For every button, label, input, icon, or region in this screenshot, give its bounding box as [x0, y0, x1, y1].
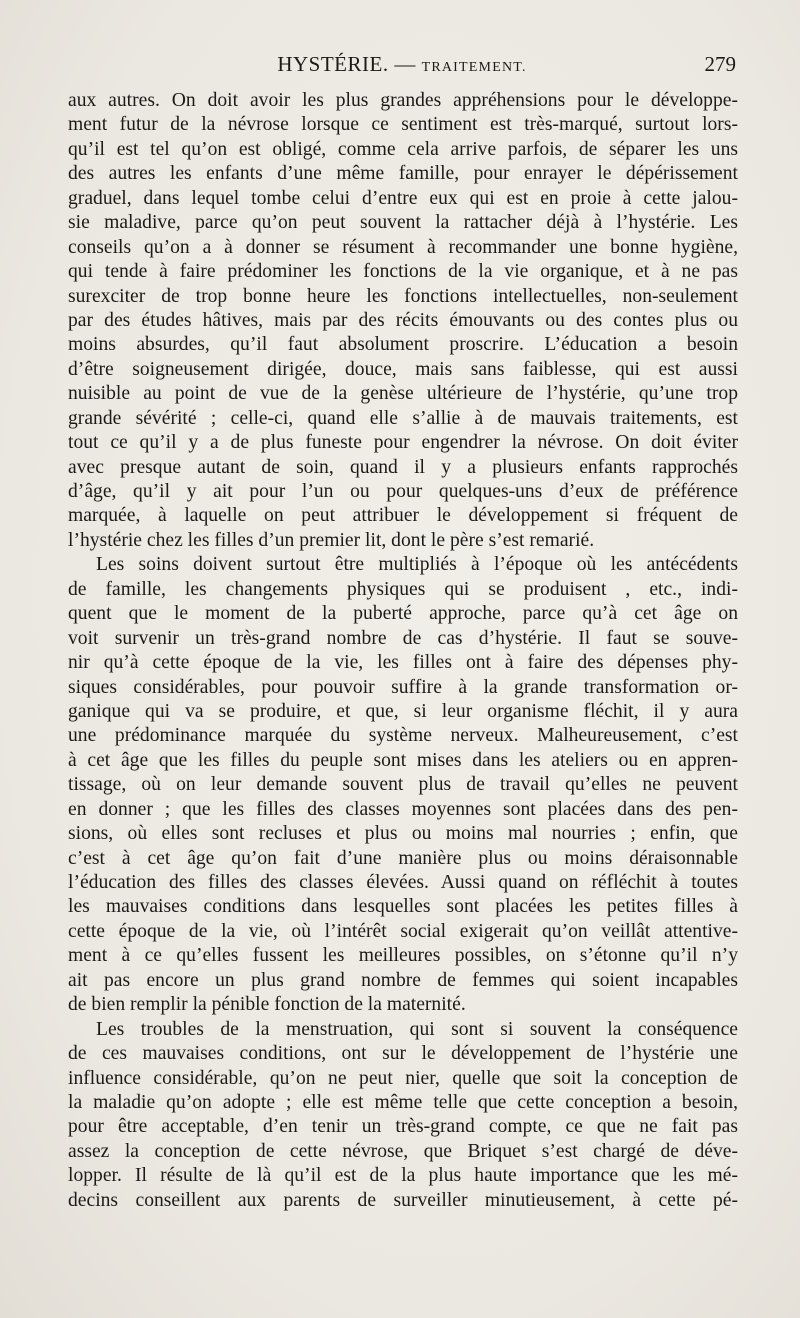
running-title-main: HYSTÉRIE. — [277, 52, 416, 76]
text-line: une prédominance marquée du système nerveux. Malheureusement, c’est [68, 725, 738, 747]
text-line: marquée, à laquelle on peut attribuer le développement si fréquent de [68, 505, 738, 527]
text-line: aux autres. On doit avoir les plus grandes appréhensions pour le développe- [68, 90, 738, 111]
text-line: quent que le moment de la puberté approche, parce qu’à cet âge on [68, 603, 738, 625]
paragraph [68, 89, 738, 553]
text-line: grande sévérité ; celle-ci, quand elle s’allie à de mauvais traitements, est [68, 407, 738, 429]
text-line: tout ce qu’il y a de plus funeste pour engendrer la névrose. On doit éviter [68, 432, 738, 454]
text-line: ganique qui va se produire, et que, si leur organisme fléchit, il y aura [68, 700, 738, 722]
text-line: des autres les enfants d’une même famille, pour enrayer le dépérissement [68, 163, 738, 185]
text-line: ment futur de la névrose lorsque ce sentiment est très-marqué, surtout lors- [68, 114, 738, 136]
text-line: l’hystérie chez les filles d’un premier lit, dont le père s’est remarié. [68, 529, 595, 551]
text-line: pour être acceptable, d’en tenir un très-grand compte, ce que ne fait pas [68, 1116, 738, 1138]
text-line: à cet âge que les filles du peuple sont mises dans les ateliers ou en appren- [68, 749, 738, 771]
text-line: influence considérable, qu’on ne peut nier, quelle que soit la conception de [68, 1067, 738, 1089]
text-line: decins conseillent aux parents de surveiller minutieusement, à cette pé- [68, 1189, 738, 1211]
text-line: moins absurdes, qu’il faut absolument proscrire. L’éducation a besoin [68, 334, 738, 356]
text-line: lopper. Il résulte de là qu’il est de la plus haute importance que les mé- [68, 1165, 738, 1187]
paragraph [68, 1018, 738, 1214]
running-title [68, 52, 736, 77]
running-head [68, 52, 736, 82]
text-line: qui tende à faire prédominer les fonctions de la vie organique, et à ne pas [68, 261, 738, 283]
text-line: par des études hâtives, mais par des récits émouvants ou des contes plus ou [68, 309, 738, 331]
text-line: assez la conception de cette névrose, que Briquet s’est chargé de déve- [68, 1140, 738, 1162]
text-line: d’âge, qu’il y ait pour l’un ou pour quelques-uns d’eux de préférence [68, 481, 738, 502]
text-line: Les soins doivent surtout être multipliés à l’époque où les antécédents [96, 554, 738, 576]
page-number: 279 [704, 52, 736, 76]
text-line: qu’il est tel qu’on est obligé, comme cela arrive parfois, de séparer les uns [68, 138, 738, 160]
text-line: avec presque autant de soin, quand il y a plusieurs enfants rapprochés [68, 456, 738, 478]
text-line: de ces mauvaises conditions, ont sur le développement de l’hystérie une [68, 1043, 738, 1065]
paragraph [68, 553, 738, 1017]
text-line: voit survenir un très-grand nombre de cas d’hystérie. Il faut se souve- [68, 627, 738, 649]
text-line: sions, où elles sont recluses et plus ou moins mal nourries ; enfin, que [68, 823, 738, 845]
text-line: la maladie qu’on adopte ; elle est même telle que cette conception a besoin, [68, 1091, 738, 1113]
text-line: nuisible au point de vue de la genèse ultérieure de l’hystérie, qu’une trop [68, 383, 738, 405]
text-line: en donner ; que les filles des classes moyennes sont placées dans des pen- [68, 798, 738, 820]
running-title-sub: TRAITEMENT. [421, 60, 527, 75]
text-line: ait pas encore un plus grand nombre de femmes qui soient incapables [68, 969, 738, 991]
text-line: ment à ce qu’elles fussent les meilleures possibles, on s’étonne qu’il n’y [68, 945, 738, 967]
text-line: conseils qu’on a à donner se résument à recommander une bonne hygiène, [68, 236, 738, 258]
text-line: cette époque de la vie, où l’intérêt social exigerait qu’on veillât attentive- [68, 920, 738, 942]
text-line: nir qu’à cette époque de la vie, les filles ont à faire des dépenses phy- [68, 652, 738, 674]
text-line: les mauvaises conditions dans lesquelles sont placées les petites filles à [68, 896, 738, 918]
text-line: Les troubles de la menstruation, qui sont si souvent la conséquence [96, 1018, 738, 1040]
body-text [68, 89, 738, 1213]
text-line: sie maladive, parce qu’on peut souvent la rattacher déjà à l’hystérie. Les [68, 212, 738, 234]
text-line: siques considérables, pour pouvoir suffire à la grande transformation or- [68, 676, 738, 698]
text-line: surexciter de trop bonne heure les fonctions intellectuelles, non-seulement [68, 285, 738, 307]
text-line: l’éducation des filles des classes élevées. Aussi quand on réfléchit à toutes [68, 872, 738, 893]
text-line: tissage, où on leur demande souvent plus de travail qu’elles ne peuvent [68, 774, 738, 796]
text-line: de famille, les changements physiques qui se produisent , etc., indi- [68, 578, 738, 600]
text-line: c’est à cet âge qu’on fait d’une manière plus ou moins déraisonnable [68, 847, 738, 869]
text-line: graduel, dans lequel tombe celui d’entre eux qui est en proie à cette jalou- [68, 187, 738, 209]
text-line: de bien remplir la pénible fonction de la maternité. [68, 994, 466, 1016]
text-line: d’être soigneusement dirigée, douce, mais sans faiblesse, qui est aussi [68, 358, 738, 380]
